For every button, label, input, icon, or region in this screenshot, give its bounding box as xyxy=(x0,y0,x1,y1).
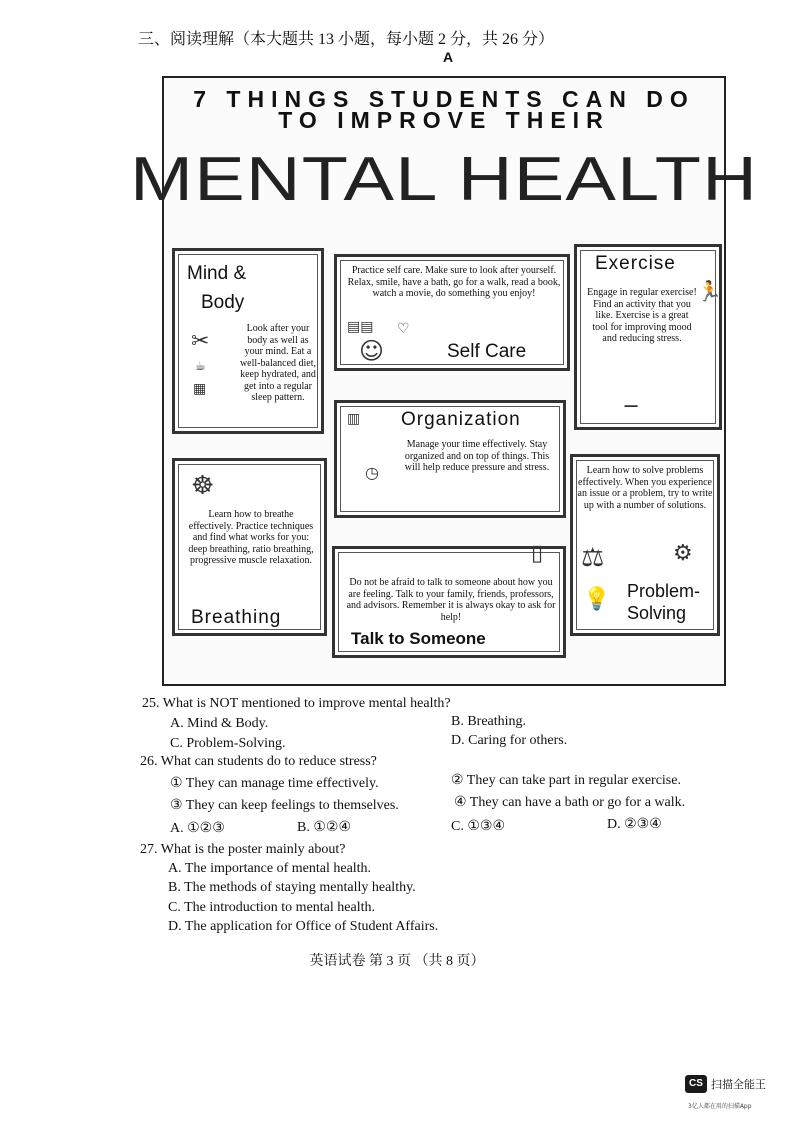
panel-breathing xyxy=(172,458,327,636)
question-27-option-b: B. The methods of staying mentally healthy. xyxy=(168,880,416,895)
calendar-icon: ▥ xyxy=(347,411,361,427)
question-26-option-b: B. ①②④ xyxy=(297,820,351,835)
bed-icon: ▦ xyxy=(193,381,207,397)
question-25-option-c: C. Problem-Solving. xyxy=(170,736,286,751)
fork-knife-icon: ✂ xyxy=(191,329,210,354)
heart-icon: ♡ xyxy=(397,321,410,337)
panel-mind-body xyxy=(172,248,324,434)
question-26-option-c: C. ①③④ xyxy=(451,819,505,834)
panel-breathing-text: Learn how to breathe effectively. Practice techniques and find what works for you: deep breathing, ratio breathing, progressive muscle relaxation. xyxy=(188,509,314,566)
panel-organization-text: Manage your time effectively. Stay organized and on top of things. This will help reduce pressure and stress. xyxy=(404,439,550,473)
panel-exercise xyxy=(574,244,722,430)
panel-organization-title: Organization xyxy=(401,409,521,430)
question-26-statement-3: ③ They can keep feelings to themselves. xyxy=(170,798,399,813)
question-26-statement-1: ① They can manage time effectively. xyxy=(170,776,379,791)
runner-icon: 🏃 xyxy=(697,279,722,303)
question-25-option-d: D. Caring for others. xyxy=(451,733,568,748)
panel-mind-body-text: Look after your body as well as your mind. Eat a well-balanced diet, keep hydrated, and get into a regular sleep pattern. xyxy=(239,323,317,403)
phone-icon: ▯ xyxy=(531,541,544,566)
mental-health-poster xyxy=(129,76,759,686)
poster-title-line2: TO IMPROVE THEIR xyxy=(278,107,610,133)
clock-icon: ◷ xyxy=(365,463,379,482)
scale-icon: ⚖ xyxy=(581,543,605,573)
question-26-option-d: D. ②③④ xyxy=(607,817,662,832)
smiley-icon: ☺ xyxy=(359,337,385,365)
panel-talk-title: Talk to Someone xyxy=(351,629,486,648)
weights-icon: ⚊ xyxy=(623,391,640,412)
question-26-stem: 26. What can students do to reduce stress? xyxy=(140,754,377,769)
question-26-statement-4: ④ They can have a bath or go for a walk. xyxy=(454,795,686,810)
scanner-app-name: 扫描全能王 xyxy=(711,1078,766,1091)
panel-self-care xyxy=(334,254,570,371)
panel-problem-solving-title2: Solving xyxy=(627,603,687,623)
question-26-statement-2: ② They can take part in regular exercise. xyxy=(451,773,681,788)
water-icon: ☕ xyxy=(195,359,206,373)
panel-organization xyxy=(334,400,566,518)
passage-letter: A xyxy=(443,49,454,65)
panel-mind-body-title2: Body xyxy=(201,292,245,313)
panel-talk-text: Do not be afraid to talk to someone about how you are feeling. Talk to your family, friends, professors, and advisors. Remember it is always okay to ask for help! xyxy=(346,577,556,623)
panel-self-care-title: Self Care xyxy=(447,341,527,362)
poster-title-main: MENTAL HEALTH xyxy=(129,145,759,214)
section-heading: 三、阅读理解（本大题共 13 小题，每小题 2 分，共 26 分） xyxy=(138,31,555,48)
question-27-option-d: D. The application for Office of Student Affairs. xyxy=(168,919,439,934)
panel-talk xyxy=(332,541,566,658)
panel-problem-solving xyxy=(570,454,720,636)
scanner-logo: CS xyxy=(685,1075,707,1093)
panel-mind-body-title1: Mind & xyxy=(187,263,247,284)
panel-breathing-title: Breathing xyxy=(191,607,282,628)
meditation-icon: ☸ xyxy=(191,471,215,501)
question-27-stem: 27. What is the poster mainly about? xyxy=(140,842,346,857)
panel-problem-solving-text: Learn how to solve problems effectively. When you experience an issue or a problem, try to write up with a number of solutions. xyxy=(577,465,713,511)
scanner-tagline: 3亿人都在用的扫描App xyxy=(688,1103,752,1110)
question-25-option-a: A. Mind & Body. xyxy=(170,716,269,731)
lightbulb-icon: 💡 xyxy=(583,587,611,612)
question-26-option-a: A. ①②③ xyxy=(170,821,225,836)
gear-icon: ⚙ xyxy=(673,541,693,566)
page-footer: 英语试卷 第 3 页 （共 8 页） xyxy=(309,954,485,969)
panel-exercise-text: Engage in regular exercise! Find an activity that you like. Exercise is a great tool for improving mood and reducing stress. xyxy=(587,287,697,344)
film-icon: ▤▤ xyxy=(347,319,374,335)
panel-problem-solving-title1: Problem- xyxy=(627,581,701,601)
question-27-option-a: A. The importance of mental health. xyxy=(168,861,372,876)
question-25-option-b: B. Breathing. xyxy=(451,714,527,729)
panel-self-care-text: Practice self care. Make sure to look after yourself. Relax, smile, have a bath, go for a walk, read a book, watch a movie, do something you enjoy! xyxy=(347,265,561,299)
question-27-option-c: C. The introduction to mental health. xyxy=(168,900,375,915)
question-25-stem: 25. What is NOT mentioned to improve mental health? xyxy=(142,696,451,711)
panel-exercise-title: Exercise xyxy=(595,253,676,274)
poster-title-line1: 7 THINGS STUDENTS CAN DO xyxy=(193,86,695,112)
